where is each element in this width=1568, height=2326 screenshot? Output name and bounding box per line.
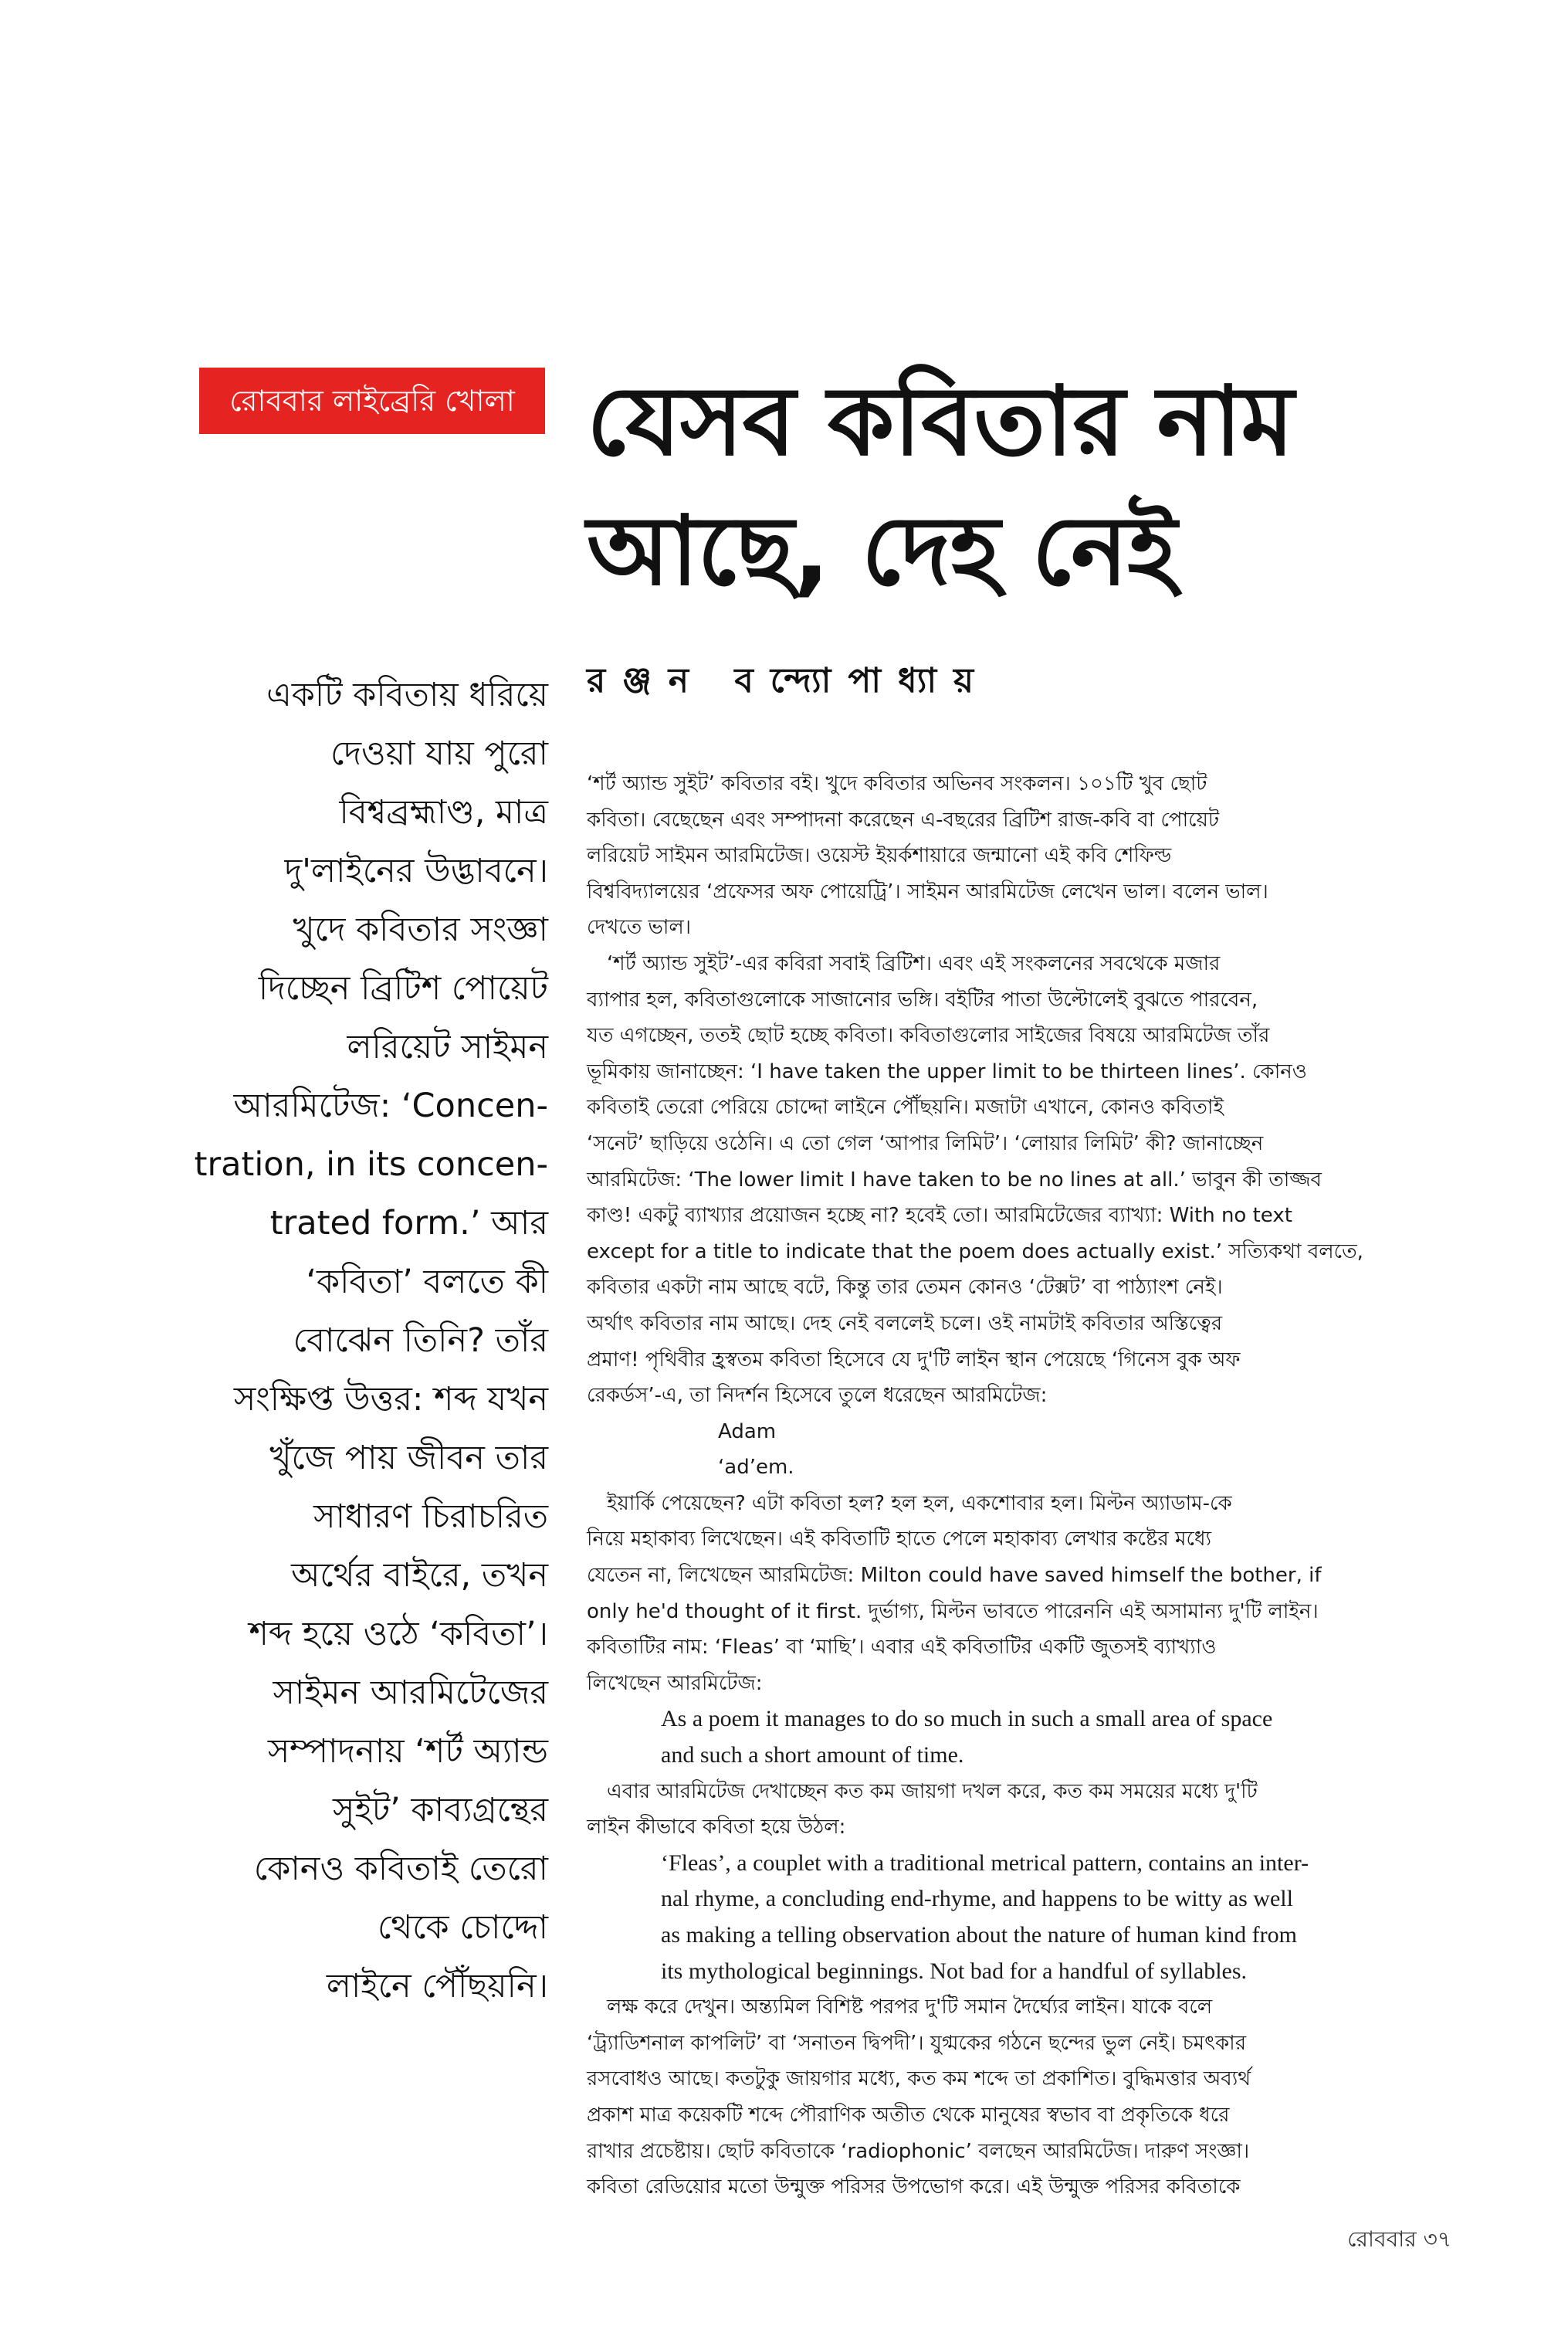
p2-line: আরমিটেজ: ‘The lower limit I have taken to be no lines at all.’ ভাবুন কী তাজ্জব <box>587 1168 1322 1192</box>
pull-quote-line: trated form.’ আর <box>269 1204 548 1243</box>
pull-quote-line: ‘কবিতা’ বলতে কী <box>306 1263 548 1301</box>
p3-line: যেতেন না, লিখেছেন আরমিটেজ: Milton could have saved himself the bother, if <box>587 1564 1322 1588</box>
verse-line: ‘ad’em. <box>718 1456 794 1480</box>
pull-quote-line: সম্পাদনায় ‘শর্ট অ্যান্ড <box>267 1732 548 1771</box>
p2-line: except for a title to indicate that the poem does actually exist.’ সত্যিকথা বলতে, <box>587 1239 1363 1263</box>
p2-line: কাণ্ড! একটু ব্যাখ্যার প্রয়োজন হচ্ছে না? হবেই তো। আরমিটেজের ব্যাখ্যা: With no text <box>587 1204 1292 1228</box>
p2-line: ভূমিকায় জানাচ্ছেন: ‘I have taken the upper limit to be thirteen lines’. কোনও <box>587 1060 1307 1083</box>
pull-quote-line: কোনও কবিতাই তেরো <box>253 1850 548 1888</box>
p2-line: অর্থাৎ কবিতার নাম আছে। দেহ নেই বললেই চলে। ওই নামটাই কবিতার অস্তিত্বের <box>587 1311 1223 1335</box>
pull-quote-line: শব্দ হয়ে ওঠে ‘কবিতা’। <box>249 1615 548 1653</box>
p5-line: রসবোধও আছে। কতটুকু জায়গার মধ্যে, কত কম শব্দে তা প্রকাশিত। বুদ্ধিমত্তার অব্যর্থ <box>587 2067 1251 2091</box>
pull-quote-line: খুঁজে পায় জীবন তার <box>269 1439 548 1477</box>
quote2-line: as making a telling observation about the nature of human kind from <box>661 1922 1297 1948</box>
p3-line: ইয়ার্কি পেয়েছেন? এটা কবিতা হল? হল হল, একশোবার হল। মিল্টন অ্যাডাম-কে <box>607 1491 1232 1515</box>
pull-quote-line: আরমিটেজ: ‘Concen- <box>233 1087 548 1125</box>
quote2-line: its mythological beginnings. Not bad for a handful of syllables. <box>661 1958 1248 1984</box>
headline-line-1: যেসব কবিতার নাম <box>587 366 1294 477</box>
pull-quote-line: থেকে চোদ্দো <box>377 1908 548 1947</box>
p4-line: এবার আরমিটেজ দেখাচ্ছেন কত কম জায়গা দখল করে, কত কম সময়ের মধ্যে দু'টি <box>607 1779 1258 1803</box>
p2-line: কবিতাই তেরো পেরিয়ে চোদ্দো লাইনে পৌঁছয়নি। মজাটা এখানে, কোনও কবিতাই <box>587 1096 1224 1120</box>
pull-quote-line: বিশ্বব্রহ্মাণ্ড, মাত্র <box>339 793 548 832</box>
pull-quote-line: লাইনে পৌঁছয়নি। <box>326 1967 548 2006</box>
pull-quote-line: একটি কবিতায় ধরিয়ে <box>266 676 548 714</box>
p1-line: ‘শর্ট অ্যান্ড সুইট’ কবিতার বই। খুদে কবিতার অভিনব সংকলন। ১০১টি খুব ছোট <box>587 772 1207 795</box>
pull-quote-line: খুদে কবিতার সংজ্ঞা <box>293 910 548 949</box>
quote2-line: ‘Fleas’, a couplet with a traditional metrical pattern, contains an inter- <box>661 1850 1309 1876</box>
pull-quote-line: লরিয়েট সাইমন <box>347 1028 548 1066</box>
p1-line: দেখতে ভাল। <box>587 916 692 940</box>
pull-quote-line: দু'লাইনের উদ্ভাবনে। <box>284 852 548 890</box>
p2-line: যত এগচ্ছেন, ততই ছোট হচ্ছে কবিতা। কবিতাগুলোর সাইজের বিষয়ে আরমিটেজ তাঁর <box>587 1024 1270 1048</box>
p5-line: লক্ষ করে দেখুন। অন্ত্যমিল বিশিষ্ট পরপর দু'টি সমান দৈর্ঘ্যের লাইন। যাকে বলে <box>607 1995 1213 2019</box>
pull-quote-line: tration, in its concen- <box>194 1145 548 1184</box>
pull-quote-line: অর্থের বাইরে, তখন <box>291 1556 548 1595</box>
p2-line: ‘সনেট’ ছাড়িয়ে ওঠেনি। এ তো গেল ‘আপার লিমিট’। ‘লোয়ার লিমিট’ কী? জানাচ্ছেন <box>587 1131 1264 1155</box>
pull-quote-line: সাধারণ চিরাচরিত <box>313 1497 548 1536</box>
pull-quote-line: বোঝেন তিনি? তাঁর <box>293 1321 548 1360</box>
p1-line: লরিয়েট সাইমন আরমিটেজ। ওয়েস্ট ইয়র্কশায়ারে জন্মানো এই কবি শেফিল্ড <box>587 844 1172 868</box>
author-byline: রঞ্জন বন্দ্যোপাধ্যায় <box>587 661 991 700</box>
p5-line: রাখার প্রচেষ্টায়। ছোট কবিতাকে ‘radiophonic’ বলছেন আরমিটেজ। দারুণ সংজ্ঞা। <box>587 2139 1250 2163</box>
p5-line: প্রকাশ মাত্র কয়েকটি শব্দে পৌরাণিক অতীত থেকে মানুষের স্বভাব বা প্রকৃতিকে ধরে <box>587 2103 1230 2127</box>
p2-line: ব্যাপার হল, কবিতাগুলোকে সাজানোর ভঙ্গি। বইটির পাতা উল্টোলেই বুঝতে পারবেন, <box>587 988 1258 1012</box>
p4-line: লাইন কীভাবে কবিতা হয়ে উঠল: <box>587 1816 846 1839</box>
p5-line: কবিতা রেডিয়োর মতো উন্মুক্ত পরিসর উপভোগ করে। এই উন্মুক্ত পরিসর কবিতাকে <box>587 2175 1241 2199</box>
pull-quote-line: দেওয়া যায় পুরো <box>330 734 548 773</box>
headline-line-2: আছে, দেহ নেই <box>587 496 1177 607</box>
p3-line: only he'd thought of it first. দুর্ভাগ্য, মিল্টন ভাবতে পারেননি এই অসামান্য দু'টি লাইন। <box>587 1599 1319 1623</box>
verse-line: Adam <box>718 1419 777 1443</box>
quote2-line: nal rhyme, a concluding end-rhyme, and happens to be witty as well <box>661 1886 1293 1912</box>
p1-line: কবিতা। বেছেছেন এবং সম্পাদনা করেছেন এ-বছরের ব্রিটিশ রাজ-কবি বা পোয়েট <box>587 808 1220 832</box>
article-body <box>587 766 1428 2206</box>
p3-line: কবিতাটির নাম: ‘Fleas’ বা ‘মাছি’। এবার এই কবিতাটির একটি জুতসই ব্যাখ্যাও <box>587 1636 1217 1660</box>
p2-line: প্রমাণ! পৃথিবীর হ্রস্বতম কবিতা হিসেবে যে দু'টি লাইন স্থান পেয়েছে ‘গিনেস বুক অফ <box>587 1348 1241 1372</box>
headline <box>587 357 1529 616</box>
pull-quote-line: সাইমন আরমিটেজের <box>273 1673 548 1712</box>
p5-line: ‘ট্র্যাডিশনাল কাপলিট’ বা ‘সনাতন দ্বিপদী’। যুগ্মকের গঠনে ছন্দের ভুল নেই। চমৎকার <box>587 2031 1247 2055</box>
pull-quote-line: দিচ্ছেন ব্রিটিশ পোয়েট <box>258 969 548 1008</box>
quote1-line: As a poem it manages to do so much in such a small area of space <box>661 1706 1273 1732</box>
p2-line: রেকর্ডস’-এ, তা নিদর্শন হিসেবে তুলে ধরেছেন আরমিটেজ: <box>587 1384 1048 1408</box>
p1-line: বিশ্ববিদ্যালয়ের ‘প্রফেসর অফ পোয়েট্রি’। সাইমন আরমিটেজ লেখেন ভাল। বলেন ভাল। <box>587 880 1268 904</box>
pull-quote <box>154 666 548 2016</box>
p2-line: কবিতার একটা নাম আছে বটে, কিন্তু তার তেমন কোনও ‘টেক্সট’ বা পাঠ্যাংশ নেই। <box>587 1276 1223 1300</box>
p3-line: নিয়ে মহাকাব্য লিখেছেন। এই কবিতাটি হাতে পেলে মহাকাব্য লেখার কষ্টের মধ্যে <box>587 1527 1212 1551</box>
pull-quote-line: সুইট’ কাব্যগ্রন্থের <box>332 1791 548 1829</box>
p3-line: লিখেছেন আরমিটেজ: <box>587 1671 763 1695</box>
p2-line: ‘শর্ট অ্যান্ড সুইট’-এর কবিরা সবাই ব্রিটিশ। এবং এই সংকলনের সবথেকে মজার <box>607 951 1221 975</box>
section-tag: রোববার লাইব্রেরি খোলা <box>199 368 545 434</box>
page-folio: রোববার ৩৭ <box>1347 2226 1451 2252</box>
quote1-line: and such a short amount of time. <box>661 1742 964 1768</box>
pull-quote-line: সংক্ষিপ্ত উত্তর: শব্দ যখন <box>233 1380 548 1419</box>
